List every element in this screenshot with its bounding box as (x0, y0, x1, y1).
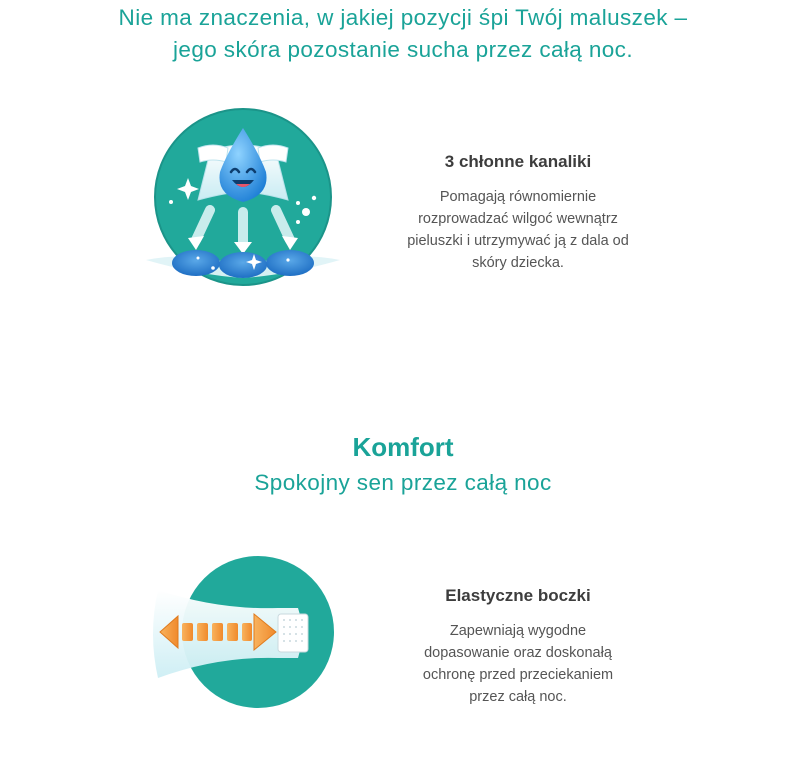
smiling-water-drop-diaper-icon (138, 100, 348, 300)
description-line: skóry dziecka. (472, 255, 564, 271)
elastic-sides-arrows-icon (138, 550, 348, 750)
description-line: rozprowadzać wilgoć wewnątrz (418, 211, 618, 227)
feature-card-elastic-sides (138, 550, 668, 750)
section-subtitle: Spokojny sen przez całą noc (254, 470, 552, 495)
description-line: ochronę przed przeciekaniem (422, 667, 614, 683)
description-line: przez całą noc. (469, 689, 567, 705)
feature-text-absorbent-channels (383, 152, 653, 274)
description-line: pieluszki i utrzymywać ją z dala od (407, 233, 629, 249)
description-line: dopasowanie oraz doskonałą (424, 645, 612, 661)
intro-line-1: Nie ma znaczenia, w jakiej pozycji śpi Twój maluszek – (118, 5, 688, 30)
intro-line-2: jego skóra pozostanie sucha przez całą noc. (173, 37, 633, 62)
feature-description (383, 620, 653, 708)
feature-title: Elastyczne boczki (445, 586, 591, 605)
komfort-section-heading (0, 430, 806, 498)
feature-title: 3 chłonne kanaliki (444, 152, 592, 171)
feature-card-absorbent-channels (138, 100, 668, 300)
feature-text-elastic-sides (383, 586, 653, 708)
feature-description (383, 186, 653, 274)
description-line: Pomagają równomiernie (439, 189, 597, 205)
description-line: Zapewniają wygodne (449, 623, 587, 639)
intro-text (0, 2, 806, 66)
section-title: Komfort (352, 432, 454, 462)
